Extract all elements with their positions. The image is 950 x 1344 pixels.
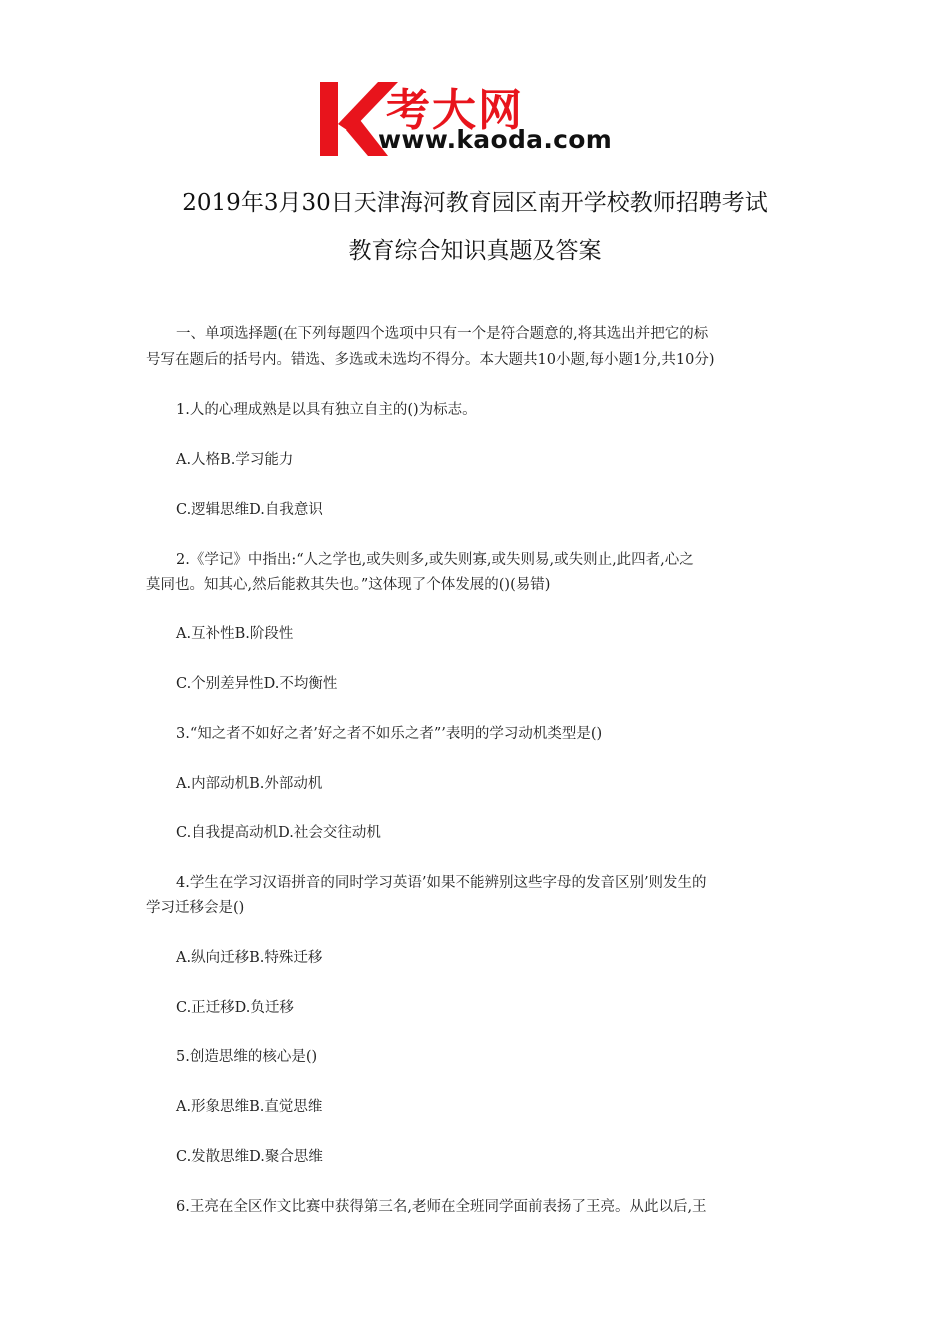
question-1-options-cd: C.逻辑思维D.自我意识 <box>176 502 323 518</box>
section-intro-line-1: 一、单项选择题(在下列每题四个选项中只有一个是符合题意的,将其选出并把它的标 <box>176 326 709 342</box>
question-4-stem-line-2: 学习迁移会是() <box>146 900 245 916</box>
question-2-options-ab: A.互补性B.阶段性 <box>176 626 294 642</box>
kaoda-logo[interactable] <box>316 80 646 158</box>
question-3-stem: 3.“知之者不如好之者’好之者不如乐之者”’表明的学习动机类型是() <box>176 726 603 742</box>
question-4-options-cd: C.正迁移D.负迁移 <box>176 1000 294 1016</box>
question-2-options-cd: C.个别差异性D.不均衡性 <box>176 676 338 692</box>
logo-brand-text: 考大网 <box>386 85 524 136</box>
section-intro-line-2: 号写在题后的括号内。错选、多选或未选均不得分。本大题共10小题,每小题1分,共10分) <box>146 352 715 368</box>
question-2-stem-line-1: 2.《学记》中指出:“人之学也,或失则多,或失则寡,或失则易,或失则止,此四者,心之 <box>176 552 694 568</box>
document-title-line-1: 2019年3月30日天津海河教育园区南开学校教师招聘考试 <box>182 190 768 216</box>
question-3-options-ab: A.内部动机B.外部动机 <box>176 776 323 792</box>
question-1-options-ab: A.人格B.学习能力 <box>176 452 294 468</box>
question-2-stem-line-2: 莫同也。知其心,然后能救其失也。”这体现了个体发展的()(易错) <box>146 577 551 593</box>
logo-url-text: www.kaoda.com <box>378 125 613 154</box>
question-3-options-cd: C.自我提高动机D.社会交往动机 <box>176 825 381 841</box>
question-4-options-ab: A.纵向迁移B.特殊迁移 <box>176 950 323 966</box>
question-5-stem: 5.创造思维的核心是() <box>176 1049 318 1065</box>
question-5-options-ab: A.形象思维B.直觉思维 <box>176 1099 323 1115</box>
question-1-stem: 1.人的心理成熟是以具有独立自主的()为标志。 <box>176 402 477 418</box>
question-6-stem-line-1: 6.王亮在全区作文比赛中获得第三名,老师在全班同学面前表扬了王亮。从此以后,王 <box>176 1199 707 1215</box>
question-5-options-cd: C.发散思维D.聚合思维 <box>176 1149 323 1165</box>
question-4-stem-line-1: 4.学生在学习汉语拼音的同时学习英语’如果不能辨别这些字母的发音区别’则发生的 <box>176 875 707 891</box>
document-title-line-2: 教育综合知识真题及答案 <box>348 238 602 264</box>
